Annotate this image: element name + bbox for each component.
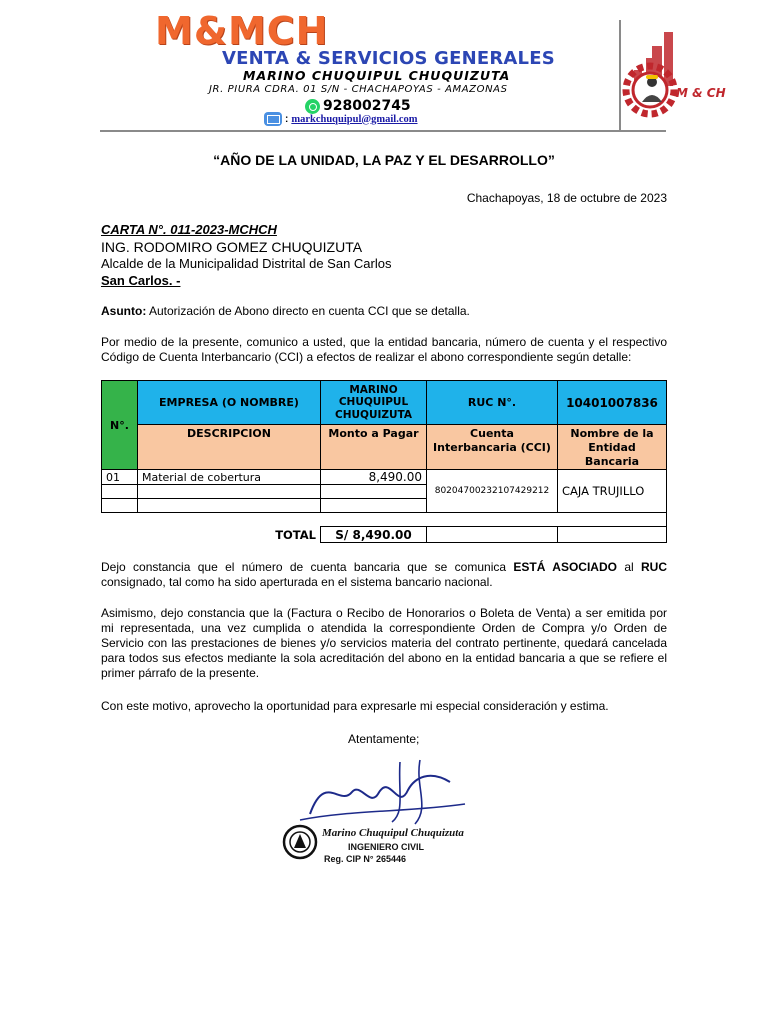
header-divider-vertical (619, 20, 621, 130)
svg-text:Reg. CIP N° 265446: Reg. CIP N° 265446 (324, 854, 406, 864)
email-prefix: : (285, 113, 289, 125)
p2-text-a: Dejo constancia que el número de cuenta bancaria que se comunica (101, 560, 514, 574)
col-no-header: N°. (102, 381, 138, 470)
col-monto-header: Monto a Pagar (321, 425, 427, 470)
company-logo (622, 28, 732, 128)
row-monto: 8,490.00 (321, 470, 427, 485)
brand-tagline: VENTA & SERVICIOS GENERALES (222, 48, 555, 69)
logo-label: M & CH (676, 86, 726, 100)
email-row (264, 112, 418, 126)
col-cci-header: Cuenta Interbancaria (CCI) (427, 425, 558, 470)
closing-salutation: Atentamente; (348, 732, 420, 746)
col-desc-header: DESCRIPCION (138, 425, 321, 470)
p2-text-e: consignado, tal como ha sido aperturada en el sistema bancario nacional. (101, 575, 493, 589)
col-empresa-header: EMPRESA (O NOMBRE) (138, 381, 321, 425)
closing-paragraph: Con este motivo, aprovecho la oportunidad para expresarle mi especial consideración y estima. (101, 699, 609, 713)
recipient-place: San Carlos. - (101, 273, 181, 288)
intro-paragraph: Por medio de la presente, comunico a usted, que la entidad bancaria, número de cuenta y el respectivo Código de Cuenta Interbancario (CCI) a efectos de realizar el abono correspondiente según detalle: (101, 335, 667, 364)
owner-name: MARINO CHUQUIPUL CHUQUIZUTA (243, 68, 511, 83)
col-ruc-header: RUC N°. (427, 381, 558, 425)
row-no: 01 (102, 470, 138, 485)
p2-text-c: al (616, 560, 642, 574)
svg-text:Marino Chuquipul Chuquizuta: Marino Chuquipul Chuquizuta (322, 827, 464, 839)
email-link[interactable]: markchuquipul@gmail.com (291, 113, 418, 125)
table-total-row (102, 527, 667, 543)
address: JR. PIURA CDRA. 01 S/N - CHACHAPOYAS - AMAZONAS (209, 84, 508, 95)
table-row (102, 470, 667, 485)
cci-value: 80204700232107429212 (427, 470, 558, 513)
letter-number: CARTA N°. 011-2023-MCHCH (101, 222, 277, 237)
header-divider-horizontal (100, 130, 666, 132)
empresa-value: MARINO CHUQUIPUL CHUQUIZUTA (321, 381, 427, 425)
p2-emphasis-associated: ESTÁ ASOCIADO (513, 560, 617, 574)
letter-motto: “AÑO DE LA UNIDAD, LA PAZ Y EL DESARROLLO” (213, 152, 555, 168)
table-spacer-row (102, 513, 667, 527)
subject-text: Autorización de Abono directo en cuenta CCI que se detalla. (146, 304, 470, 318)
payment-table (101, 380, 667, 543)
svg-text:INGENIERO CIVIL: INGENIERO CIVIL (348, 842, 425, 852)
association-paragraph (101, 560, 667, 590)
col-entidad-header: Nombre de la Entidad Bancaria (558, 425, 667, 470)
signature-stamp (280, 752, 470, 872)
subject-line (101, 304, 667, 319)
recipient-name: ING. RODOMIRO GOMEZ CHUQUIZUTA (101, 239, 363, 255)
recipient-position: Alcalde de la Municipalidad Distrital de San Carlos (101, 256, 392, 271)
row-descripcion: Material de cobertura (138, 470, 321, 485)
subject-label: Asunto: (101, 304, 147, 318)
table-header-row-2 (102, 425, 667, 470)
total-value: S/ 8,490.00 (321, 527, 427, 543)
phone-number: 928002745 (323, 98, 411, 114)
letter-date: Chachapoyas, 18 de octubre de 2023 (466, 191, 667, 205)
entidad-value: CAJA TRUJILLO (558, 470, 667, 513)
p2-emphasis-ruc: RUC (641, 560, 668, 574)
table-header-row-1 (102, 381, 667, 425)
email-icon (264, 112, 282, 126)
brand-logo-text: M&MCH (155, 9, 329, 53)
invoice-paragraph: Asimismo, dejo constancia que la (Factura o Recibo de Honorarios o Boleta de Venta) a ser emitida por mi representada, una vez cumplida o atendida la correspondiente Orden de Compra y/o Orden de Servicio con las prestaciones de bienes y/o servicios materia del contrato pertinente, quedará cancelada para todos sus efectos mediante la sola acreditación del abono en la entidad bancaria a que se refiere el primer párrafo de la presente. (101, 606, 667, 680)
total-label: TOTAL (138, 527, 321, 543)
ruc-value: 10401007836 (558, 381, 667, 425)
